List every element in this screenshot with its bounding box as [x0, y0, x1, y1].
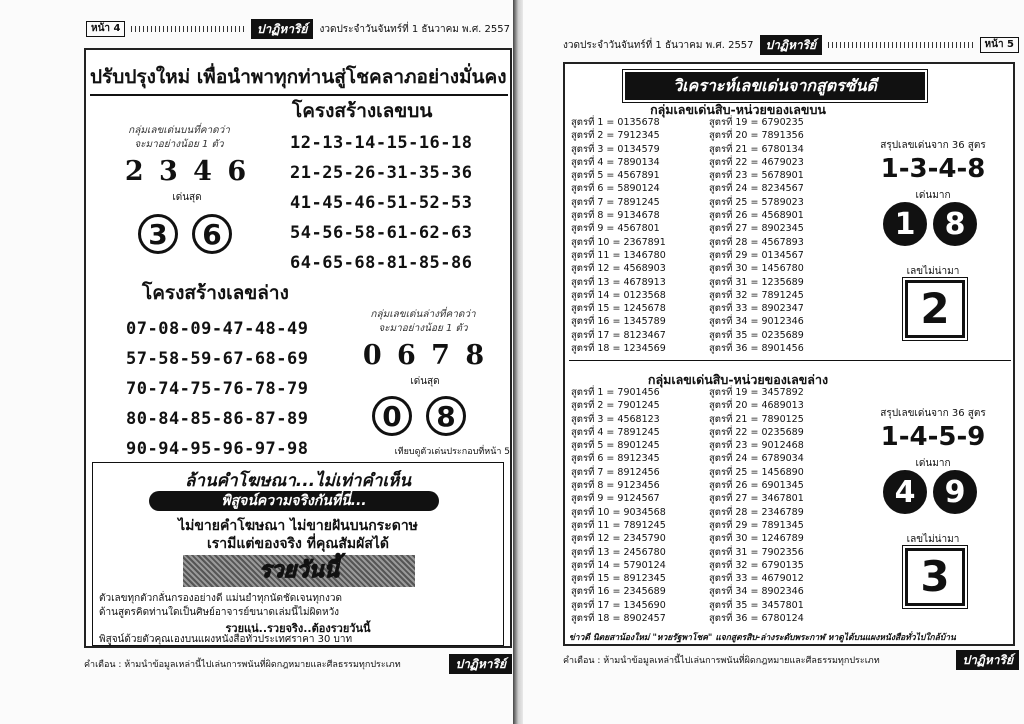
- left-header: [86, 18, 510, 40]
- number-row: 80-84-85-86-87-89: [126, 409, 309, 429]
- formula-row: สูตรที่ 22 = 0235689: [709, 426, 804, 438]
- featured-circle: 6: [192, 214, 232, 254]
- formula-row: สูตรที่ 3 = 0134579: [571, 143, 660, 155]
- news-strip: ข่าวดี นิตยสาน้องใหม่ "หวยรัฐพาโชค" แจกสูตรสิบ-ล่างระดับพระกาฬ หาดูได้บนแผงหนังสือทั่วไปใกล้บ้าน: [569, 633, 956, 643]
- formula-row: สูตรที่ 7 = 7891245: [571, 196, 660, 208]
- footer-warning: คำเตือน : ห้ามนำข้อมูลเหล่านี้ไปเล่นการพนันที่ผิดกฎหมายและศีลธรรมทุกประเภท: [84, 660, 401, 670]
- featured-circle: 9: [933, 470, 977, 514]
- number-row: 12-13-14-15-16-18: [290, 133, 473, 153]
- formula-row: สูตรที่ 10 = 2367891: [571, 236, 666, 248]
- formula-row: สูตรที่ 31 = 7902356: [709, 546, 804, 558]
- upper-structure-title: โครงสร้างเลขบน: [292, 100, 433, 122]
- formula-row: สูตรที่ 2 = 7901245: [571, 400, 660, 412]
- formula-row: สูตรที่ 21 = 7890125: [709, 413, 804, 425]
- formula-row: สูตรที่ 21 = 6780134: [709, 143, 804, 155]
- lower-summary-digits: 1-4-5-9: [880, 422, 986, 452]
- right-content-frame: [563, 62, 1015, 646]
- upper-unlikely-box: 2: [905, 280, 965, 338]
- formula-row: สูตรที่ 32 = 7891245: [709, 289, 804, 301]
- formula-row: สูตรที่ 31 = 1235689: [709, 276, 804, 288]
- formula-row: สูตรที่ 29 = 0134567: [709, 249, 804, 261]
- ad-line-8: พิสูจน์ด้วยตัวคุณเองบนแผงหนังสือทั่วประเทศราคา 30 บาท: [99, 634, 353, 645]
- ad-brand-logo: รวยวันนี้: [183, 555, 415, 587]
- section-divider: [569, 360, 1011, 361]
- lower-section-title: กลุ่มเลขเด่นสิบ-หน่วยของเลขล่าง: [647, 372, 829, 387]
- formula-row: สูตรที่ 17 = 1345690: [571, 599, 666, 611]
- formula-row: สูตรที่ 19 = 3457892: [709, 387, 804, 398]
- formula-row: สูตรที่ 5 = 4567891: [571, 170, 660, 182]
- magazine-logo: ปาฏิหาริย์: [251, 19, 314, 39]
- lower-featured-circles: [372, 396, 466, 436]
- upper-formula-col-2: [709, 116, 804, 355]
- formula-row: สูตรที่ 6 = 5890124: [571, 183, 660, 195]
- formula-row: สูตรที่ 5 = 8901245: [571, 440, 660, 452]
- ad-line-5: ตัวเลขทุกตัวกลั่นกรองอย่างดี แม่นยำทุกนัดชัดเจนทุกงวด: [99, 593, 342, 604]
- formula-row: สูตรที่ 29 = 7891345: [709, 519, 804, 531]
- formula-row: สูตรที่ 33 = 8902347: [709, 303, 804, 315]
- featured-circle: 4: [883, 470, 927, 514]
- upper-summary-label: สรุปเลขเด่นจาก 36 สูตร: [880, 140, 986, 151]
- formula-row: สูตรที่ 4 = 7891245: [571, 426, 660, 438]
- lower-number-rows: [126, 314, 309, 464]
- formula-row: สูตรที่ 7 = 8912456: [571, 466, 660, 478]
- footer-logo: ปาฏิหาริย์: [956, 650, 1019, 670]
- formula-row: สูตรที่ 3 = 4568123: [571, 413, 660, 425]
- formula-row: สูตรที่ 15 = 1245678: [571, 303, 666, 315]
- featured-circle: 1: [883, 202, 927, 246]
- lower-note-line1: กลุ่มเลขเด่นล่างที่คาดว่า: [370, 309, 476, 320]
- ad-line-3: ไม่ขายคำโฆษณา ไม่ขายฝันบนกระดาษ: [178, 518, 418, 534]
- lower-formula-col-1: [571, 386, 666, 625]
- right-footer: [563, 648, 1019, 672]
- formula-row: สูตรที่ 20 = 4689013: [709, 400, 804, 412]
- formula-row: สูตรที่ 16 = 2345689: [571, 586, 666, 598]
- upper-digits: 2 3 4 6: [124, 156, 250, 187]
- page-number: หน้า 4: [86, 21, 125, 37]
- formula-row: สูตรที่ 28 = 4567893: [709, 236, 804, 248]
- formula-row: สูตรที่ 23 = 9012468: [709, 440, 804, 452]
- formula-row: สูตรที่ 11 = 7891245: [571, 519, 666, 531]
- upper-featured-circles: [883, 202, 977, 246]
- formula-row: สูตรที่ 32 = 6790135: [709, 559, 804, 571]
- formula-row: สูตรที่ 19 = 6790235: [709, 117, 804, 128]
- formula-row: สูตรที่ 14 = 5790124: [571, 559, 666, 571]
- issue-date: งวดประจำวันจันทร์ที่ 1 ธันวาคม พ.ศ. 2557: [563, 39, 754, 51]
- headline: ปรับปรุงใหม่ เพื่อนำพาทุกท่านสู่โชคลาภอย่างมั่นคง: [90, 62, 508, 96]
- formula-row: สูตรที่ 10 = 9034568: [571, 506, 666, 518]
- formula-row: สูตรที่ 2 = 7912345: [571, 130, 660, 142]
- number-row: 57-58-59-67-68-69: [126, 349, 309, 369]
- upper-note: [104, 124, 254, 152]
- lower-note: [348, 308, 498, 336]
- formula-row: สูตรที่ 16 = 1345789: [571, 316, 666, 328]
- number-row: 70-74-75-76-78-79: [126, 379, 309, 399]
- formula-row: สูตรที่ 15 = 8912345: [571, 573, 666, 585]
- number-row: 54-56-58-61-62-63: [290, 223, 473, 243]
- ad-line-4: เรามีแต่ของจริง ที่คุณสัมผัสได้: [207, 536, 389, 552]
- lower-summary-label: สรุปเลขเด่นจาก 36 สูตร: [880, 408, 986, 419]
- formula-row: สูตรที่ 18 = 8902457: [571, 613, 666, 625]
- featured-circle: 8: [426, 396, 466, 436]
- upper-section-title: กลุ่มเลขเด่นสิบ-หน่วยของเลขบน: [650, 102, 826, 117]
- formula-row: สูตรที่ 34 = 9012346: [709, 316, 804, 328]
- formula-row: สูตรที่ 23 = 5678901: [709, 170, 804, 182]
- number-row: 64-65-68-81-85-86: [290, 253, 473, 273]
- formula-row: สูตรที่ 30 = 1456780: [709, 263, 804, 275]
- lower-digits: 0 6 7 8: [362, 340, 488, 371]
- upper-featured-circles: [138, 214, 232, 254]
- formula-row: สูตรที่ 13 = 2456780: [571, 546, 666, 558]
- formula-row: สูตรที่ 30 = 1246789: [709, 533, 804, 545]
- upper-unlikely-label: เลขไม่น่ามา: [906, 266, 960, 277]
- formula-row: สูตรที่ 12 = 2345790: [571, 533, 666, 545]
- featured-circle: 3: [138, 214, 178, 254]
- upper-number-rows: [290, 128, 473, 278]
- header-pattern: [828, 42, 973, 48]
- upper-note-line2: จะมาอย่างน้อย 1 ตัว: [134, 139, 224, 150]
- formula-row: สูตรที่ 18 = 1234569: [571, 343, 666, 355]
- formula-row: สูตรที่ 27 = 8902345: [709, 223, 804, 235]
- formula-row: สูตรที่ 26 = 4568901: [709, 210, 804, 222]
- formula-row: สูตรที่ 17 = 8123467: [571, 329, 666, 341]
- lower-unlikely-label: เลขไม่น่ามา: [906, 534, 960, 545]
- formula-row: สูตรที่ 36 = 6780124: [709, 613, 804, 625]
- footer-logo: ปาฏิหาริย์: [449, 654, 512, 674]
- upper-featured-label: เด่นมาก: [915, 190, 951, 201]
- header-pattern: [131, 26, 244, 32]
- featured-circle: 8: [933, 202, 977, 246]
- lower-note-line2: จะมาอย่างน้อย 1 ตัว: [378, 323, 468, 334]
- compare-note: เทียบดูตัวเด่นประกอบที่หน้า 5: [394, 447, 510, 457]
- number-row: 07-08-09-47-48-49: [126, 319, 309, 339]
- right-page: [523, 0, 1024, 724]
- left-content-frame: [84, 48, 512, 648]
- lower-featured-label: เด่นสุด: [410, 376, 440, 387]
- ad-subheadline: พิสูจน์ความจริงกันที่นี่...: [149, 491, 439, 511]
- formula-row: สูตรที่ 14 = 0123568: [571, 289, 666, 301]
- ad-headline: ล้านคำโฆษณา...ไม่เท่าคำเห็น: [184, 471, 412, 491]
- formula-row: สูตรที่ 8 = 9123456: [571, 480, 660, 492]
- formula-row: สูตรที่ 36 = 8901456: [709, 343, 804, 355]
- formula-row: สูตรที่ 34 = 8902346: [709, 586, 804, 598]
- formula-row: สูตรที่ 12 = 4568903: [571, 263, 666, 275]
- formula-row: สูตรที่ 20 = 7891356: [709, 130, 804, 142]
- formula-row: สูตรที่ 24 = 8234567: [709, 183, 804, 195]
- formula-row: สูตรที่ 27 = 3467801: [709, 493, 804, 505]
- footer-warning: คำเตือน : ห้ามนำข้อมูลเหล่านี้ไปเล่นการพนันที่ผิดกฎหมายและศีลธรรมทุกประเภท: [563, 656, 880, 666]
- analysis-banner: วิเคราะห์เลขเด่นจากสูตรซันดี: [625, 72, 925, 100]
- formula-row: สูตรที่ 28 = 2346789: [709, 506, 804, 518]
- left-footer: [84, 652, 512, 676]
- formula-row: สูตรที่ 35 = 3457801: [709, 599, 804, 611]
- number-row: 90-94-95-96-97-98: [126, 439, 309, 459]
- formula-row: สูตรที่ 9 = 4567801: [571, 223, 660, 235]
- ad-line-6: ด้านสูตรคิดท่านใดเป็นศิษย์อาจารย์ขนาดเล่มนี้ไม่ผิดหวัง: [99, 607, 340, 618]
- formula-row: สูตรที่ 4 = 7890134: [571, 156, 660, 168]
- upper-note-line1: กลุ่มเลขเด่นบนที่คาดว่า: [128, 125, 230, 136]
- advertisement-box: [92, 462, 504, 646]
- formula-row: สูตรที่ 6 = 8912345: [571, 453, 660, 465]
- upper-featured-label: เด่นสุด: [172, 192, 202, 203]
- featured-circle: 0: [372, 396, 412, 436]
- formula-row: สูตรที่ 33 = 4679012: [709, 573, 804, 585]
- lower-featured-circles: [883, 470, 977, 514]
- lower-formula-col-2: [709, 386, 804, 625]
- formula-row: สูตรที่ 9 = 9124567: [571, 493, 660, 505]
- formula-row: สูตรที่ 1 = 0135678: [571, 117, 660, 128]
- formula-row: สูตรที่ 8 = 9134678: [571, 210, 660, 222]
- formula-row: สูตรที่ 25 = 5789023: [709, 196, 804, 208]
- upper-formula-col-1: [571, 116, 666, 355]
- right-header: [563, 34, 1019, 56]
- magazine-logo: ปาฏิหาริย์: [760, 35, 823, 55]
- number-row: 41-45-46-51-52-53: [290, 193, 473, 213]
- formula-row: สูตรที่ 35 = 0235689: [709, 329, 804, 341]
- formula-row: สูตรที่ 11 = 1346780: [571, 249, 666, 261]
- issue-date: งวดประจำวันจันทร์ที่ 1 ธันวาคม พ.ศ. 2557: [319, 23, 510, 35]
- formula-row: สูตรที่ 25 = 1456890: [709, 466, 804, 478]
- formula-row: สูตรที่ 24 = 6789034: [709, 453, 804, 465]
- upper-summary-digits: 1-3-4-8: [880, 154, 986, 184]
- formula-row: สูตรที่ 22 = 4679023: [709, 156, 804, 168]
- lower-unlikely-box: 3: [905, 548, 965, 606]
- formula-row: สูตรที่ 1 = 7901456: [571, 387, 660, 398]
- page-number: หน้า 5: [980, 37, 1019, 53]
- lower-featured-label: เด่นมาก: [915, 458, 951, 469]
- number-row: 21-25-26-31-35-36: [290, 163, 473, 183]
- lower-structure-title: โครงสร้างเลขล่าง: [142, 282, 289, 304]
- formula-row: สูตรที่ 26 = 6901345: [709, 480, 804, 492]
- formula-row: สูตรที่ 13 = 4678913: [571, 276, 666, 288]
- ad-line-7: รวยแน่..รวยจริง..ต้องรวยวันนี้: [225, 622, 371, 635]
